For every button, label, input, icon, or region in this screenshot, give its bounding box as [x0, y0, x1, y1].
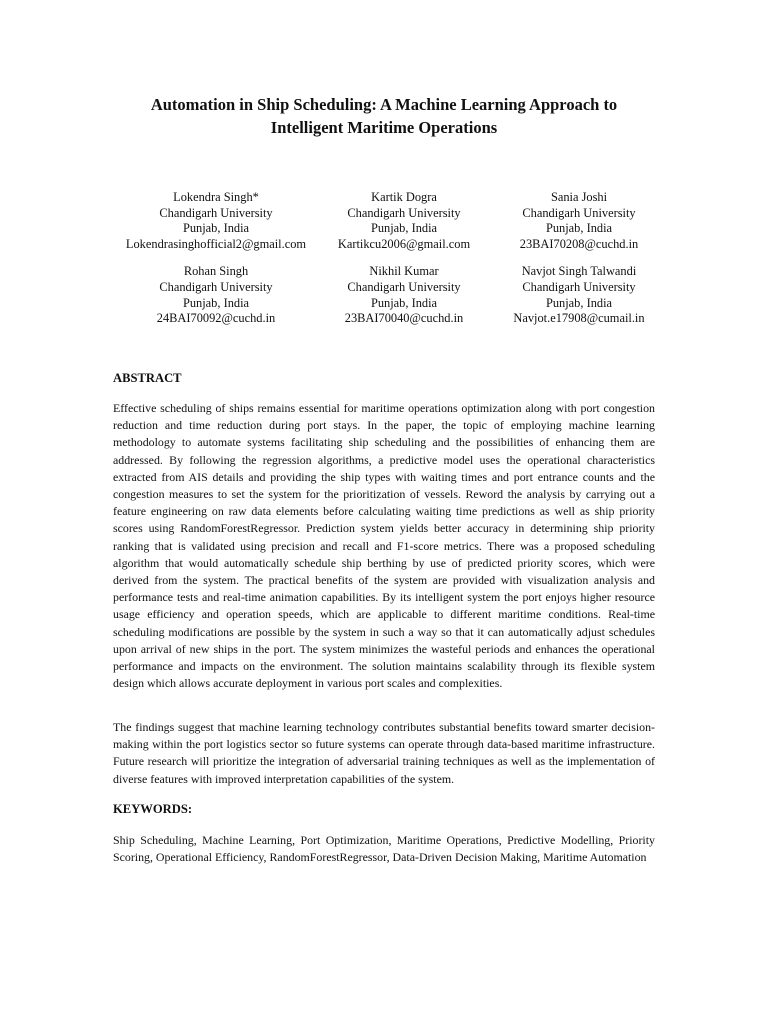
author-name: Lokendra Singh*: [173, 190, 259, 204]
author-card: [112, 190, 320, 252]
author-name: Sania Joshi: [550, 190, 608, 204]
author-affiliation: Chandigarh University: [522, 279, 636, 294]
author-block: [112, 190, 670, 327]
author-affiliation: Chandigarh University: [522, 205, 636, 220]
author-email: Kartikcu2006@gmail.com: [337, 236, 471, 251]
keywords-text: Ship Scheduling, Machine Learning, Port Optimization, Maritime Operations, Predictive Modelling, Priority Scoring, Operational Efficiency, RandomForestRegressor, Data-Driven Decision Making, Maritime Automation: [113, 833, 655, 865]
author-location: Punjab, India: [182, 221, 250, 236]
author-location: Punjab, India: [370, 221, 438, 236]
paper-title-line-1: Automation in Ship Scheduling: A Machine Learning Approach to: [150, 95, 618, 114]
author-card: [112, 264, 320, 326]
author-location: Punjab, India: [545, 221, 613, 236]
paper-title-line-2: Intelligent Maritime Operations: [270, 118, 498, 137]
author-card: [488, 190, 670, 252]
author-email: 23BAI70040@cuchd.in: [344, 311, 464, 326]
author-name: Nikhil Kumar: [369, 264, 439, 279]
author-affiliation: Chandigarh University: [159, 279, 273, 294]
author-card: [320, 190, 488, 252]
author-card: [320, 264, 488, 326]
paper-title: [90, 93, 678, 139]
author-name: Kartik Dogra: [371, 190, 437, 204]
keywords-heading: KEYWORDS:: [113, 802, 193, 816]
author-email: 23BAI70208@cuchd.in: [519, 236, 639, 251]
abstract-paragraph-2: The findings suggest that machine learning technology contributes substantial benefits toward smarter decision-making within the port logistics sector so future systems can operate through data-based maritime infrastructure. Future research will prioritize the integration of adversarial training techniques as well as the implementation of diverse features with improved interpretation capabilities of the system.: [113, 720, 655, 786]
author-location: Punjab, India: [370, 295, 438, 310]
author-email: 24BAI70092@cuchd.in: [156, 311, 276, 326]
author-location: Punjab, India: [182, 295, 250, 310]
author-affiliation: Chandigarh University: [159, 205, 273, 220]
author-card: [488, 264, 670, 326]
author-name: Rohan Singh: [183, 264, 249, 279]
author-email: Lokendrasinghofficial2@gmail.com: [125, 236, 307, 251]
author-email: Navjot.e17908@cumail.in: [513, 311, 645, 326]
author-affiliation: Chandigarh University: [347, 205, 461, 220]
author-name: Navjot Singh Talwandi: [521, 264, 637, 279]
author-affiliation: Chandigarh University: [347, 279, 461, 294]
abstract-heading: ABSTRACT: [113, 371, 182, 385]
author-location: Punjab, India: [545, 295, 613, 310]
abstract-paragraph-1: Effective scheduling of ships remains essential for maritime operations optimization along with port congestion reduction and time reduction during port stays. In the paper, the topic of employing machine learning methodology to automate systems facilitating ship scheduling and the possibilities of enhancing them are addressed. By following the regression algorithms, a predictive model uses the operational characteristics extracted from AIS details and providing the ship types with waiting times and port entrance counts and the congestion measures to set the system for the prioritization of vessels. Reword the analysis by carrying out a feature engineering on raw data elements before calculating waiting time predictions as well as ship priority scores using RandomForestRegressor. Prediction system yields better accuracy in determining ship priority ranking that is validated using precision and recall and F1-score metrics. There was a proposed scheduling algorithm that would automatically schedule ship berthing by use of predicted priority scores, which were derived from the system. The practical benefits of the system are provided with visualization analysis and performance tests and real-time animation capabilities. By its intelligent system the port enjoys higher resource usage efficiency and operation speeds, which are applicable to different maritime conditions. Real-time scheduling modifications are possible by the system in such a way so that it can automatically adjust schedules upon arrival of new ships in the port. The system minimizes the wasteful periods and enhances the operational performance and impacts on the environment. The solution maintains scalability through its flexible system design which allows accurate deployment in various port scales and complexities.: [113, 401, 655, 691]
